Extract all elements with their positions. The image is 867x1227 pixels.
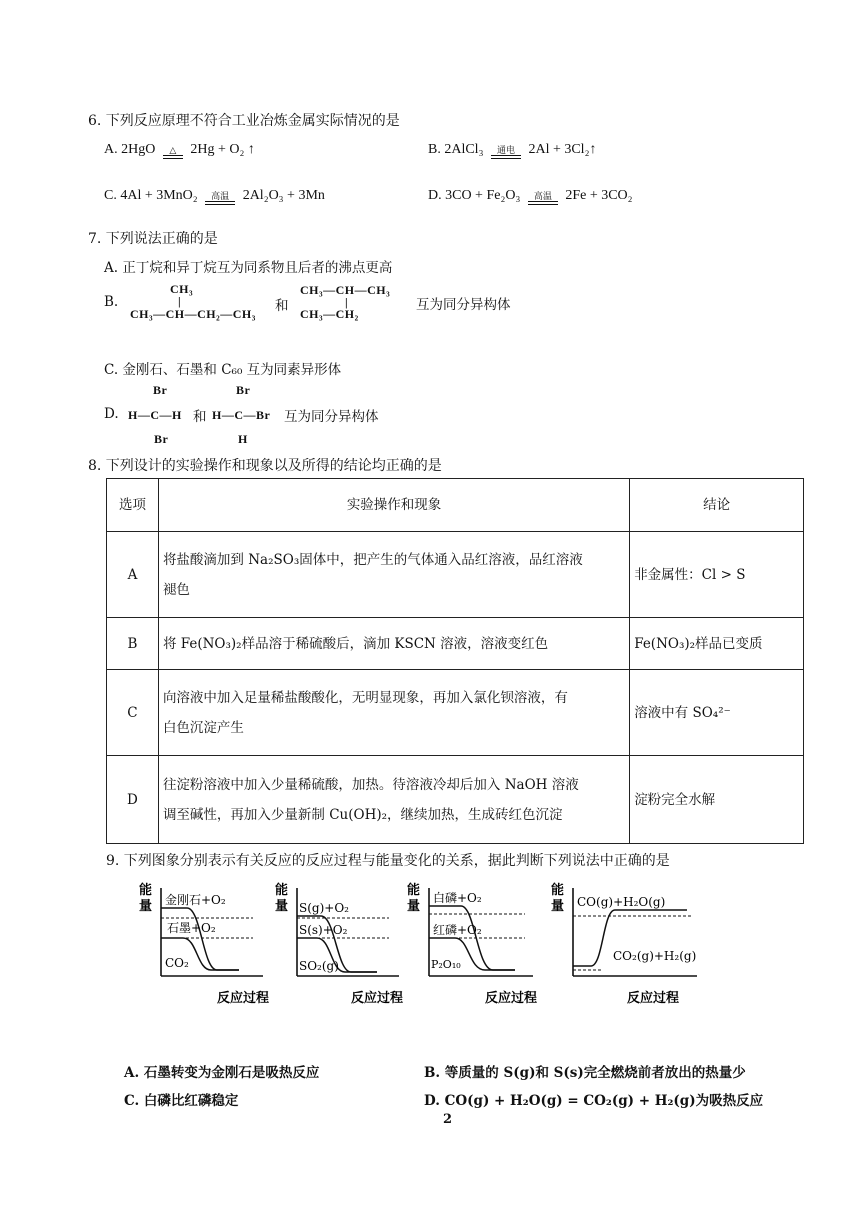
q7-d-struct2-top: Br: [236, 383, 251, 397]
q7-d-tail: 互为同分异构体: [284, 409, 379, 425]
g4-xlabel: 反应过程: [627, 991, 680, 1006]
q7-d-and: 和: [193, 409, 207, 425]
q7-b-and: 和: [275, 298, 289, 314]
q8-row-option: A: [107, 532, 159, 618]
g2-low-label: SO₂(g): [299, 959, 339, 973]
g3-low-label: P₂O₁₀: [431, 958, 461, 971]
q9-energy-diagrams: [135, 880, 715, 1010]
energy-diagram-2: [275, 882, 403, 1006]
q7-b-struct2-chain: CH₃—CH—CH₃: [300, 283, 391, 297]
ylabel-top: 能: [551, 883, 565, 898]
g4-high-label: CO(g)+H₂O(g): [577, 895, 666, 909]
q7-b-struct1-bond: |: [178, 294, 182, 308]
q7-d-struct2-main: H—C—Br: [212, 408, 271, 422]
q6-stem: 6. 下列反应原理不符合工业冶炼金属实际情况的是: [88, 113, 400, 129]
g2-xlabel: 反应过程: [351, 991, 404, 1006]
ylabel-top: 能: [407, 883, 421, 898]
ylabel-top: 能: [275, 883, 289, 898]
q9-option-c: C. 白磷比红磷稳定: [124, 1093, 239, 1109]
energy-diagrams-svg: [135, 880, 715, 1010]
q8-row-option: D: [107, 756, 159, 844]
ylabel-top: 能: [139, 883, 153, 898]
q6-c-reactants: C. 4Al + 3MnO₂: [104, 188, 198, 203]
q9-option-a: A. 石墨转变为金刚石是吸热反应: [124, 1065, 320, 1081]
energy-diagram-3: [407, 882, 537, 1006]
q7-option-b-label: B.: [104, 294, 119, 310]
q7-stem: 7. 下列说法正确的是: [88, 231, 218, 247]
table-row: [107, 670, 804, 756]
q7-b-struct1-chain: CH₃—CH—CH₂—CH₃: [130, 307, 256, 321]
q8-row-conclusion: 溶液中有 SO₄²⁻: [630, 670, 804, 756]
ylabel-bottom: 量: [139, 899, 153, 914]
q9-stem: 9. 下列图象分别表示有关反应的反应过程与能量变化的关系，据此判断下列说法中正确的是: [106, 853, 670, 869]
g1-low-label: CO₂: [165, 956, 189, 970]
page-number: 2: [443, 1112, 453, 1127]
q8-row-operation: 向溶液中加入足量稀盐酸酸化，无明显现象，再加入氯化钡溶液，有 白色沉淀产生: [158, 670, 629, 756]
q8-row-option: C: [107, 670, 159, 756]
q8-table-header: [107, 479, 804, 532]
g4-low-label: CO₂(g)+H₂(g): [613, 949, 697, 963]
q6-d-products: 2Fe + 3CO₂: [565, 188, 633, 203]
ylabel-bottom: 量: [275, 899, 289, 914]
q8-row-conclusion: 淀粉完全水解: [630, 756, 804, 844]
g1-mid-label: 石墨+O₂: [167, 921, 216, 935]
q7-option-a: A. 正丁烷和异丁烷互为同系物且后者的沸点更高: [104, 260, 393, 276]
q6-b-reactants: B. 2AlCl₃: [428, 142, 484, 157]
q6-option-c: [104, 188, 325, 205]
q7-option-d-label: D.: [104, 406, 119, 422]
q7-d-struct1-main: H—C—H: [128, 408, 182, 422]
q8-stem: 8. 下列设计的实验操作和现象以及所得的结论均正确的是: [88, 458, 442, 474]
q8-row-operation: 往淀粉溶液中加入少量稀硫酸，加热。待溶液冷却后加入 NaOH 溶液 调至碱性，再加入少量新制 Cu(OH)₂，继续加热，生成砖红色沉淀: [158, 756, 629, 844]
q6-d-reactants: D. 3CO + Fe₂O₃: [428, 188, 521, 203]
q6-a-products: 2Hg + O₂ ↑: [190, 142, 255, 157]
g2-mid-label: S(s)+O₂: [299, 923, 348, 937]
q7-b-struct2-branch: CH₃—CH₂: [300, 307, 359, 321]
q8-header-option: 选项: [107, 479, 159, 532]
q6-option-d: [428, 188, 633, 205]
q6-c-condition: 高温: [205, 192, 235, 205]
q6-c-products: 2Al₂O₃ + 3Mn: [242, 188, 325, 203]
q6-b-condition: 通电: [491, 146, 521, 159]
q8-header-conclusion: 结论: [630, 479, 804, 532]
q8-row-operation: 将 Fe(NO₃)₂样品溶于稀硫酸后，滴加 KSCN 溶液，溶液变红色: [158, 618, 629, 670]
g3-mid-label: 红磷+O₂: [433, 923, 482, 937]
q7-option-c: C. 金刚石、石墨和 C₆₀ 互为同素异形体: [104, 362, 342, 378]
table-row: [107, 756, 804, 844]
g3-xlabel: 反应过程: [485, 991, 538, 1006]
table-row: [107, 618, 804, 670]
q6-option-a: [104, 142, 255, 159]
q7-b-tail: 互为同分异构体: [416, 297, 511, 313]
q8-row-conclusion: 非金属性：Cl > S: [630, 532, 804, 618]
q8-table: [106, 478, 804, 844]
q6-a-reactants: A. 2HgO: [104, 142, 156, 157]
q6-d-condition: 高温: [528, 192, 558, 205]
q8-row-option: B: [107, 618, 159, 670]
q8-row-conclusion: Fe(NO₃)₂样品已变质: [630, 618, 804, 670]
ylabel-bottom: 量: [551, 899, 565, 914]
g2-high-label: S(g)+O₂: [299, 901, 349, 915]
g1-xlabel: 反应过程: [217, 991, 270, 1006]
q7-d-struct1-top: Br: [153, 383, 168, 397]
q6-a-condition: △: [163, 146, 183, 159]
q8-header-operation: 实验操作和现象: [158, 479, 629, 532]
q7-d-struct2-bottom: H: [238, 432, 248, 446]
q6-option-b: [428, 142, 596, 159]
q9-option-b: B. 等质量的 S(g)和 S(s)完全燃烧前者放出的热量少: [424, 1065, 746, 1081]
q7-d-struct1-bottom: Br: [154, 432, 169, 446]
q8-row-operation: 将盐酸滴加到 Na₂SO₃固体中，把产生的气体通入品红溶液，品红溶液 褪色: [158, 532, 629, 618]
table-row: [107, 532, 804, 618]
q7-b-struct2-bond: |: [345, 295, 349, 309]
q6-b-products: 2Al + 3Cl₂↑: [528, 142, 597, 157]
ylabel-bottom: 量: [407, 899, 421, 914]
g1-high-label: 金刚石+O₂: [165, 893, 226, 907]
energy-diagram-1: [139, 882, 269, 1006]
g3-high-label: 白磷+O₂: [433, 891, 482, 905]
q9-option-d: D. CO(g) + H₂O(g) = CO₂(g) + H₂(g)为吸热反应: [424, 1093, 764, 1109]
q7-b-struct1-branch: CH₃: [170, 282, 194, 296]
energy-diagram-4: [551, 882, 697, 1006]
